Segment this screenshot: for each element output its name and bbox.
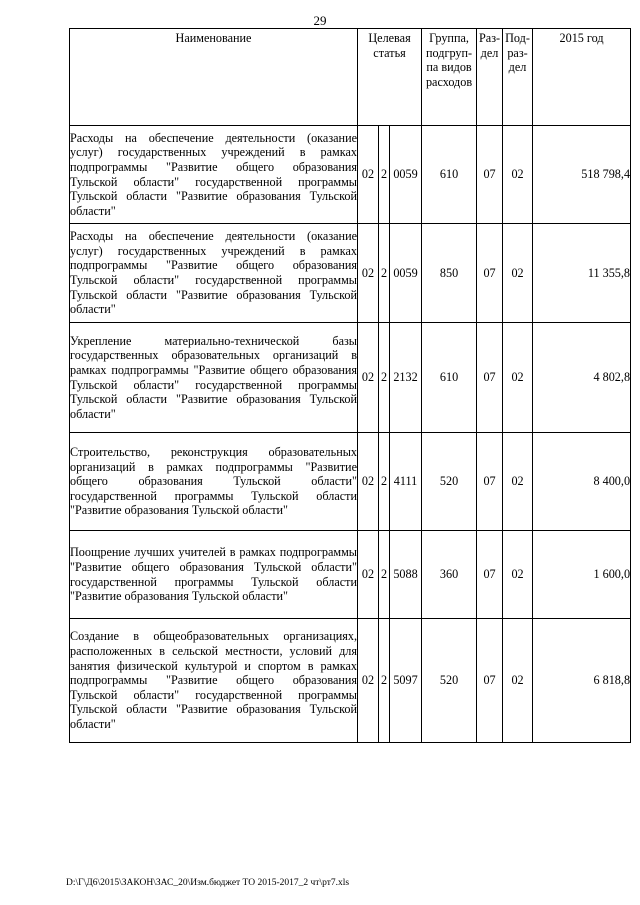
- row-section: 07: [477, 531, 503, 619]
- row-target-1: 02: [358, 224, 379, 323]
- row-section: 07: [477, 126, 503, 224]
- page-number: 29: [313, 13, 327, 28]
- row-group: 850: [422, 224, 477, 323]
- table-row: [70, 224, 631, 323]
- row-target-2: 2: [379, 619, 390, 743]
- header-year: 2015 год: [533, 29, 631, 126]
- row-name: Поощрение лучших учителей в рамках подпрограммы "Развитие общего образования Тульской области" государственной программы Тульской области "Развитие образования Тульской области": [70, 531, 358, 619]
- row-amount: 518 798,4: [533, 126, 631, 224]
- row-name: Укрепление материально-технической базы государственных образовательных организаций в рамках подпрограммы "Развитие общего образования Тульской области" государственной программы Тульской области "Развитие образования Тульской области": [70, 323, 358, 433]
- row-amount: 1 600,0: [533, 531, 631, 619]
- table-row: [70, 126, 631, 224]
- row-amount: 8 400,0: [533, 433, 631, 531]
- row-target-3: 5088: [390, 531, 422, 619]
- row-subsection: 02: [503, 433, 533, 531]
- header-section: Раз-дел: [477, 29, 503, 126]
- row-target-1: 02: [358, 619, 379, 743]
- header-group: Группа, подгруп-па видов расходов: [422, 29, 477, 126]
- row-section: 07: [477, 224, 503, 323]
- header-name: Наименование: [70, 29, 358, 126]
- row-target-1: 02: [358, 531, 379, 619]
- row-group: 520: [422, 619, 477, 743]
- row-group: 520: [422, 433, 477, 531]
- row-amount: 11 355,8: [533, 224, 631, 323]
- row-subsection: 02: [503, 323, 533, 433]
- row-target-1: 02: [358, 433, 379, 531]
- row-group: 610: [422, 323, 477, 433]
- row-name: Расходы на обеспечение деятельности (оказание услуг) государственных учреждений в рамках подпрограммы "Развитие общего образования Тульской области" государственной программы Тульской области "Развитие образования Тульской области": [70, 224, 358, 323]
- row-target-1: 02: [358, 126, 379, 224]
- row-section: 07: [477, 433, 503, 531]
- header-row: [70, 29, 631, 126]
- table-row: [70, 619, 631, 743]
- row-target-2: 2: [379, 531, 390, 619]
- row-section: 07: [477, 323, 503, 433]
- row-target-2: 2: [379, 323, 390, 433]
- row-subsection: 02: [503, 126, 533, 224]
- row-name: Строительство, реконструкция образовательных организаций в рамках подпрограммы "Развитие общего образования Тульской области" государственной программы Тульской области "Развитие образования Тульской области": [70, 433, 358, 531]
- row-subsection: 02: [503, 531, 533, 619]
- row-amount: 6 818,8: [533, 619, 631, 743]
- footer-file-path: D:\Г\Д6\2015\ЗАКОН\ЗАС_20\Изм.бюджет ТО 2015-2017_2 чт\рт7.xls: [66, 878, 350, 888]
- row-target-3: 5097: [390, 619, 422, 743]
- row-target-2: 2: [379, 126, 390, 224]
- budget-table: [69, 28, 631, 743]
- row-section: 07: [477, 619, 503, 743]
- row-subsection: 02: [503, 224, 533, 323]
- row-subsection: 02: [503, 619, 533, 743]
- header-target-article: Целевая статья: [358, 29, 422, 126]
- row-target-3: 0059: [390, 224, 422, 323]
- row-target-1: 02: [358, 323, 379, 433]
- header-subsection: Под-раз-дел: [503, 29, 533, 126]
- row-target-2: 2: [379, 433, 390, 531]
- table-row: [70, 433, 631, 531]
- row-target-3: 2132: [390, 323, 422, 433]
- row-target-3: 0059: [390, 126, 422, 224]
- row-group: 610: [422, 126, 477, 224]
- row-target-2: 2: [379, 224, 390, 323]
- row-amount: 4 802,8: [533, 323, 631, 433]
- table-row: [70, 531, 631, 619]
- row-group: 360: [422, 531, 477, 619]
- row-name: Расходы на обеспечение деятельности (оказание услуг) государственных учреждений в рамках подпрограммы "Развитие общего образования Тульской области" государственной программы Тульской области "Развитие образования Тульской области": [70, 126, 358, 224]
- row-name: Создание в общеобразовательных организациях, расположенных в сельской местности, условий для занятия физической культурой и спортом в рамках подпрограммы "Развитие общего образования Тульской области" государственной программы Тульской области "Развитие образования Тульской области": [70, 619, 358, 743]
- row-target-3: 4111: [390, 433, 422, 531]
- table-row: [70, 323, 631, 433]
